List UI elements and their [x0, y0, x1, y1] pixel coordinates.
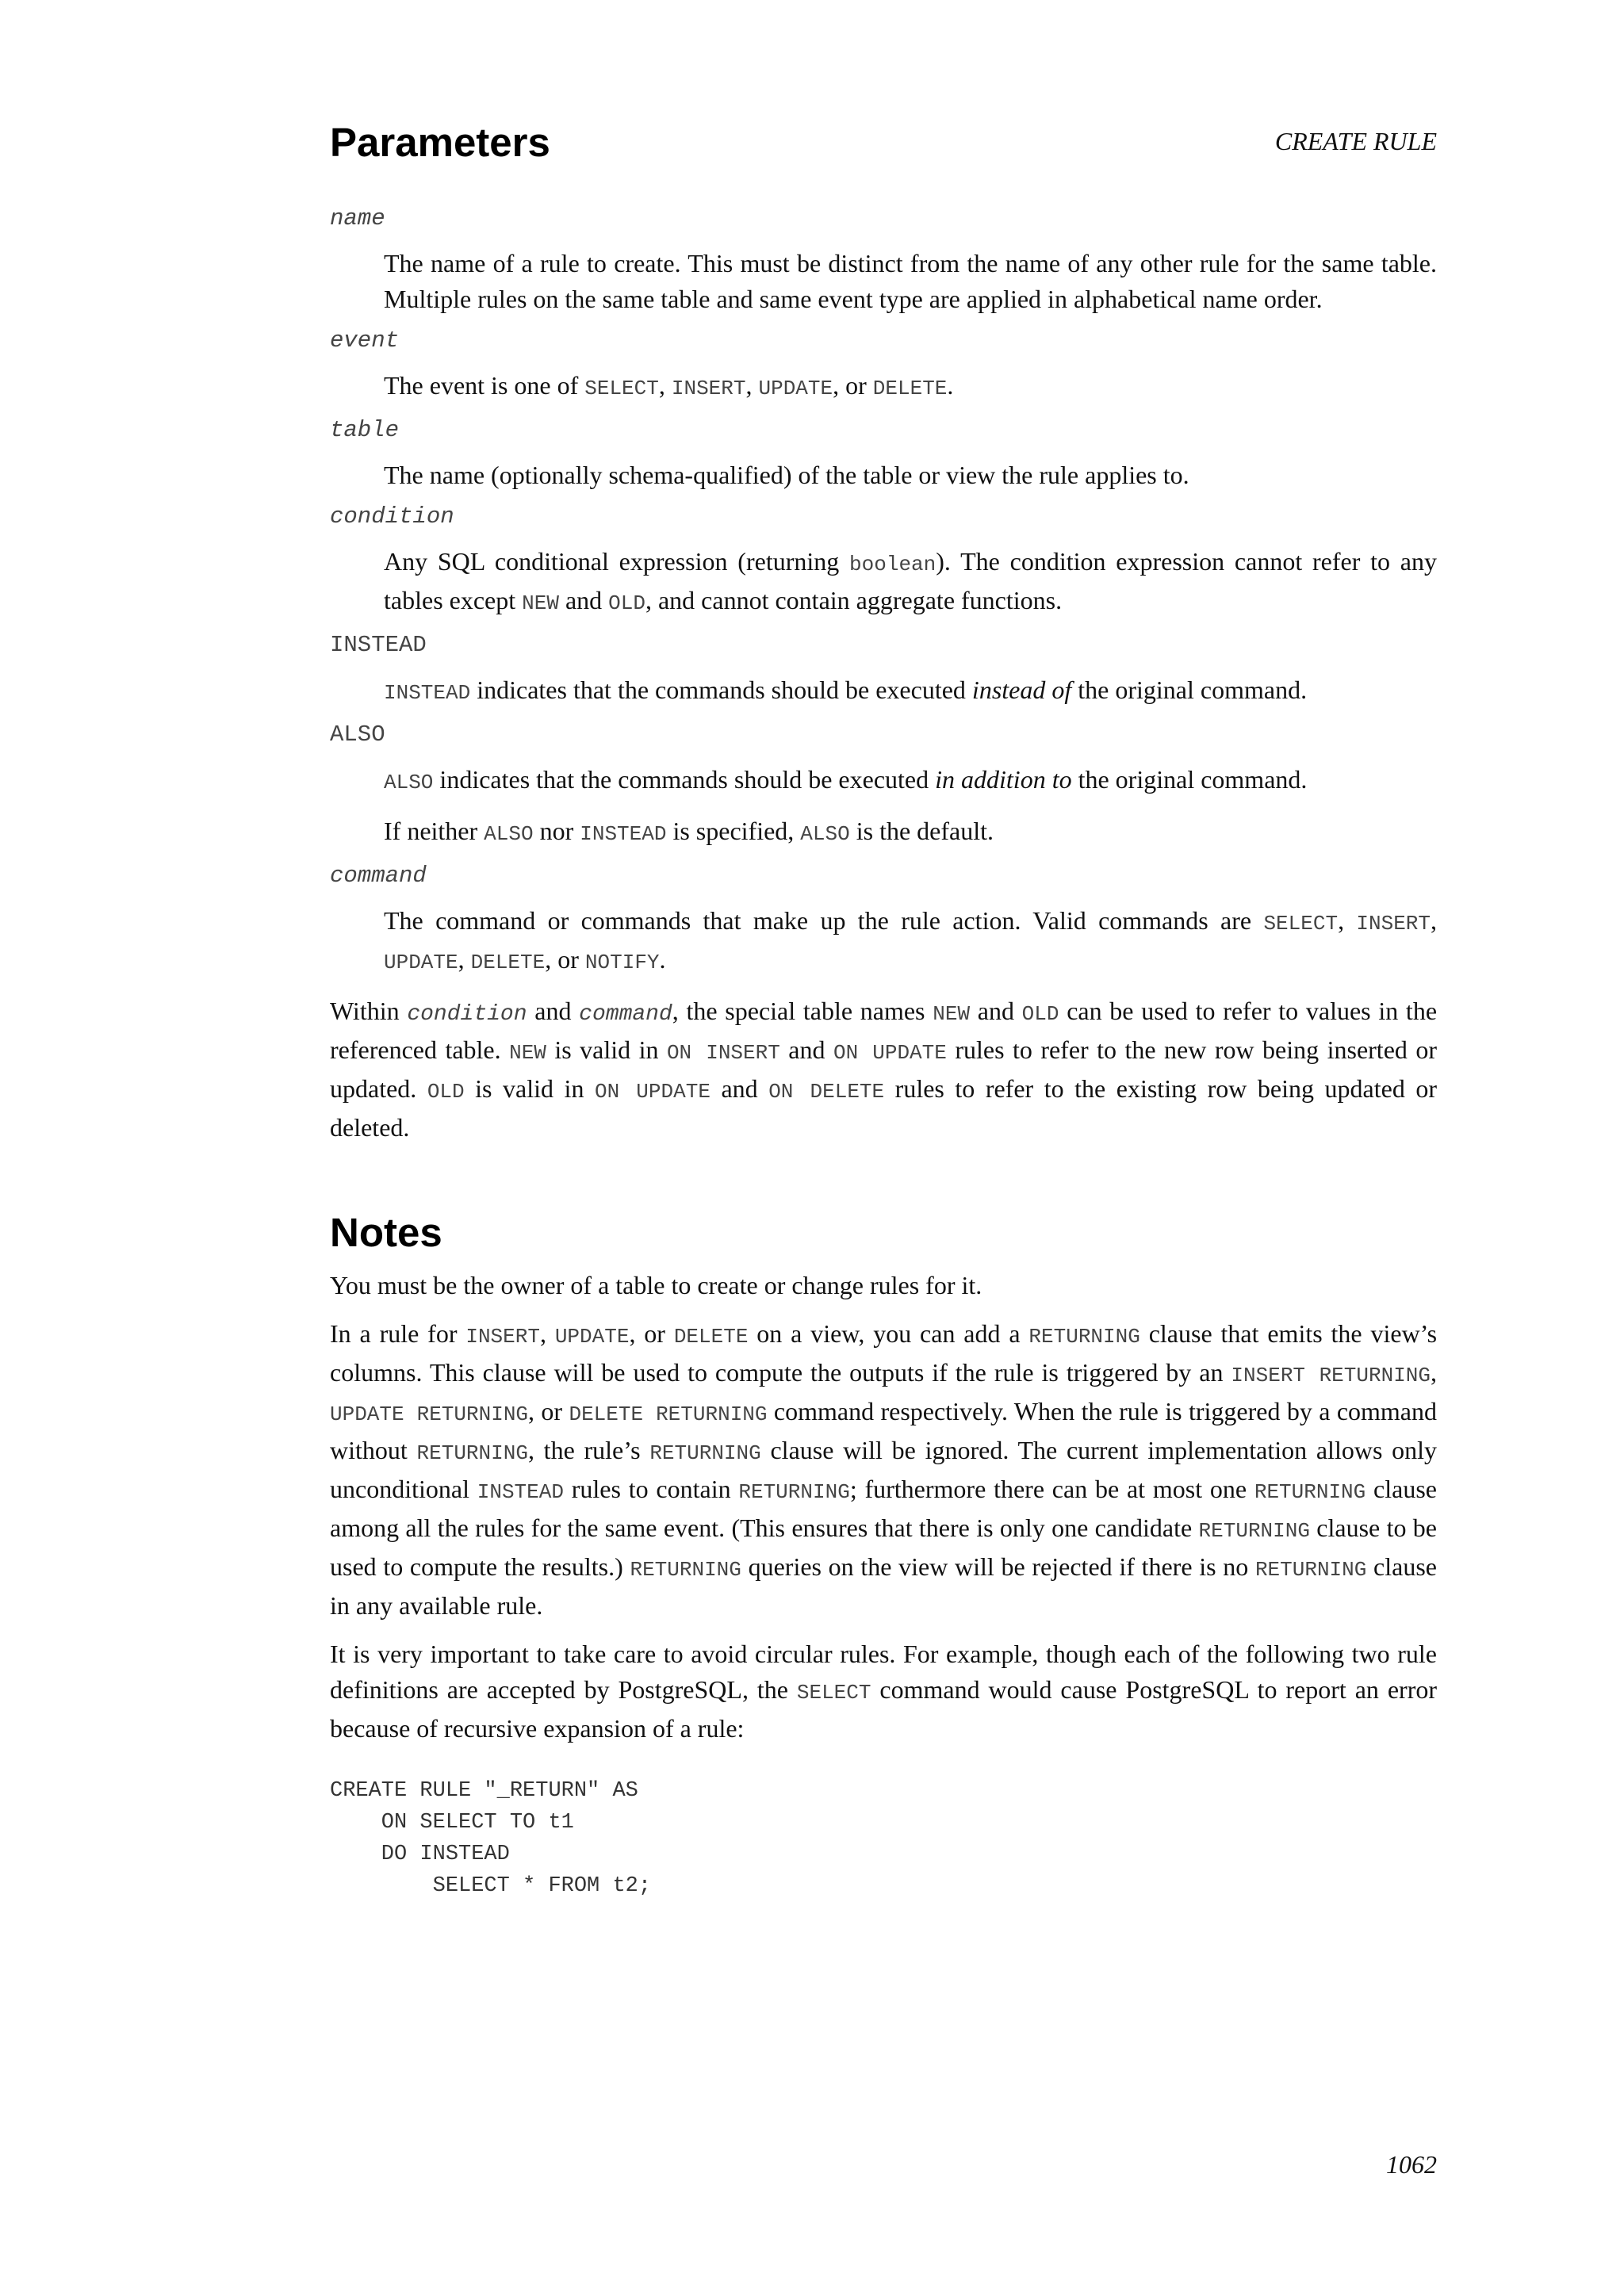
- def-condition: Any SQL conditional expression (returning boolean). The condition expression cannot refer to any tables except NEW and OLD, and cannot contain aggregate functions.: [384, 547, 1438, 615]
- notes-circular: It is very important to take care to avoid circular rules. For example, though each of the following two rule definitions are accepted by PostgreSQL, the SELECT command would cause PostgreSQL to report an error because of recursive expansion of a rule:: [330, 1640, 1437, 1743]
- code-example: CREATE RULE "_RETURN" AS ON SELECT TO t1 DO INSTEAD SELECT * FROM t2;: [330, 1779, 652, 1898]
- page-body: [330, 119, 1437, 1902]
- def-also: ALSO indicates that the commands should be executed in addition to the original command.: [384, 765, 1308, 794]
- def-event: The event is one of SELECT, INSERT, UPDATE, or DELETE.: [384, 371, 954, 400]
- term-command: command: [330, 863, 427, 889]
- def-command: The command or commands that make up the rule action. Valid commands are SELECT, INSERT, UPDATE, DELETE, or NOTIFY.: [384, 906, 1438, 974]
- running-header: CREATE RULE: [1274, 127, 1437, 155]
- params-summary: Within condition and command, the special table names NEW and OLD can be used to refer to values in the referenced table. NEW is valid in ON INSERT and ON UPDATE rules to refer to the new row being inserted or updated. OLD is valid in ON UPDATE and ON DELETE rules to refer to the existing row being updated or deleted.: [330, 997, 1438, 1142]
- term-condition: condition: [330, 503, 454, 530]
- def-table: The name (optionally schema-qualified) of the table or view the rule applies to.: [384, 461, 1189, 489]
- page-number: 1062: [1386, 2150, 1437, 2179]
- term-also: ALSO: [330, 721, 385, 748]
- notes-returning: In a rule for INSERT, UPDATE, or DELETE on a view, you can add a RETURNING clause that emits the view’s columns. This clause will be used to compute the outputs if the rule is triggered by an INSERT RETURNING, UPDATE RETURNING, or DELETE RETURNING command respectively. When the rule is triggered by a command without RETURNING, the rule’s RETURNING clause will be ignored. The current implementation allows only unconditional INSTEAD rules to contain RETURNING; furthermore there can be at most one RETURNING clause among all the rules for the same event. (This ensures that there is only one candidate RETURNING clause to be used to compute the results.) RETURNING queries on the view will be rejected if there is no RETURNING clause in any available rule.: [330, 1319, 1438, 1620]
- term-table: table: [330, 417, 400, 443]
- def-name: The name of a rule to create. This must be distinct from the name of any other rule for the same table. Multiple rules on the same table and same event type are applied in alphabetical name order.: [384, 249, 1437, 313]
- notes-owner: You must be the owner of a table to create or change rules for it.: [330, 1271, 982, 1299]
- parameters-heading: Parameters: [330, 120, 550, 165]
- def-instead: INSTEAD indicates that the commands should be executed instead of the original command.: [384, 675, 1308, 705]
- term-instead: INSTEAD: [330, 632, 427, 658]
- notes-heading: Notes: [330, 1210, 442, 1255]
- def-also-default: If neither ALSO nor INSTEAD is specified, ALSO is the default.: [384, 817, 994, 846]
- term-name: name: [330, 205, 385, 232]
- term-event: event: [330, 327, 400, 354]
